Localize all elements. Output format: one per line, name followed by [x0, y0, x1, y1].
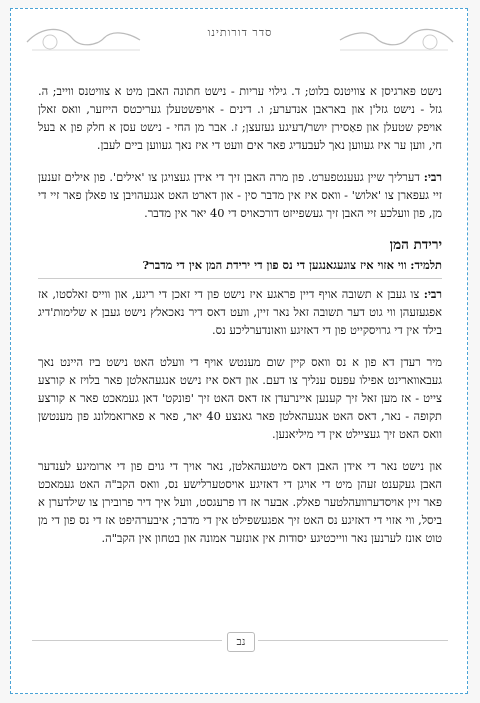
- paragraph-text: דערליך שיין געענטפערט. פון מרה האבן זיך די אידן געצויגן צו 'אילים'. פון אילים זענען זיי געפארן צו 'אלוש' - וואס איז אין מדבר סין - און דארט האט אנגעהויבן צו פאלן פאר זיי די מן, פון וועלכע זיי האבן זיך געשפייזט דורכאויס די 40 יאר אין מדבר.: [38, 170, 442, 220]
- page-number: נב: [227, 632, 255, 652]
- footer-rule: [258, 640, 448, 641]
- answer-text: צו געבן א תשובה אויף דיין פראגע איז נישט פון די זאכן די ריגע, און ווייס זאלסטו, אז אפגעזעהן ווי גוט דער תשובה זאל נאר זיין, וועט דאס דיר נאכאלץ נישט געבן א שלימות'דיג בילד אין די גרויסקייט פון די דאזיגע וואונדערליכע נס.: [38, 287, 442, 337]
- page-content: [38, 82, 442, 602]
- paragraph: און נישט נאר די אידן האבן דאס מיטגעהאלטן, נאר אויך די גוים פון די ארומיגע לענדער האבן געקענט זעהן מיט די אויגן די דאזיגע אויסטערלישע נס, וואס הקב"ה האט געמאכט פאר זיין אויסדערוועהלטער פאלק. אבער אז דו פרעגסט, וועל איך דיר פרובירן צו שילדערן א ביסל, ווי אזוי די דאזיגע נס האט זיך אפגעשפילט אין די מדבר; איבערהיפט אז די נס פון די מן טוט אונז לערנען נאר ווייכטיגע יסודות אין אונזער אמונה און בטחון אין הקב"ה.: [38, 459, 442, 545]
- paragraph: [38, 168, 442, 222]
- speaker-label: רבי:: [423, 287, 443, 301]
- speaker-label: רבי:: [423, 170, 443, 184]
- section-title: ירידת המן: [389, 237, 442, 253]
- scroll-ornament-icon: [338, 16, 458, 66]
- paragraph: מיר רעדן דא פון א נס וואס קיין שום מענטש אויף די וועלט האט נישט ביז היינט נאך געבאווארינט אפילו עפעס ענליך צו דעם. און דאס איז נישט אנגעהאלטן פאר בלויז א קורצע צייט - אז מען זאל זיך קענען איינרעדן אז דאס האט זיך 'פונקט' דאן געמאכט פאר א קורצע תקופה - נאר, דאס האט אנגעהאלטן פאר גאנצע 40 יאר, פאר א פארזאמלונג פון מענטשן וואס האט זיך געציילט אין די מיליאנען.: [38, 355, 442, 441]
- paragraph: נישט פארגיסן א צוויטנס בלוט; ד. גילוי עריות - נישט חתונה האבן מיט א צוויטנס ווייב; ה. גזל - נישט גזל'ן און באראבן אנדערע; ו. דינים - אויפשטעלן געריכטס הייזער, וואס זאלן אויפק שטעלן און פאַסירן יושר/דעיגע געזעצן; ז. אבר מן החי - נישט עסן א חלק פון א בעל חי, ווען ער איז געווען נאך לעבעדיג פאר אים וועט די איז נאך געווען ביים לעבן.: [38, 84, 442, 152]
- question: [38, 256, 442, 279]
- page-header: [22, 16, 458, 66]
- answer: [38, 285, 442, 339]
- question-text: ווי אזוי איז צוגעגאנגען די נס פון די ירידת המן אין די מדבר?: [142, 258, 407, 272]
- scroll-ornament-icon: [22, 16, 142, 66]
- page-footer: [22, 624, 458, 664]
- running-header-title: סדר דורותינו: [207, 26, 273, 39]
- footer-rule: [32, 640, 222, 641]
- speaker-label: תלמיד:: [410, 258, 442, 272]
